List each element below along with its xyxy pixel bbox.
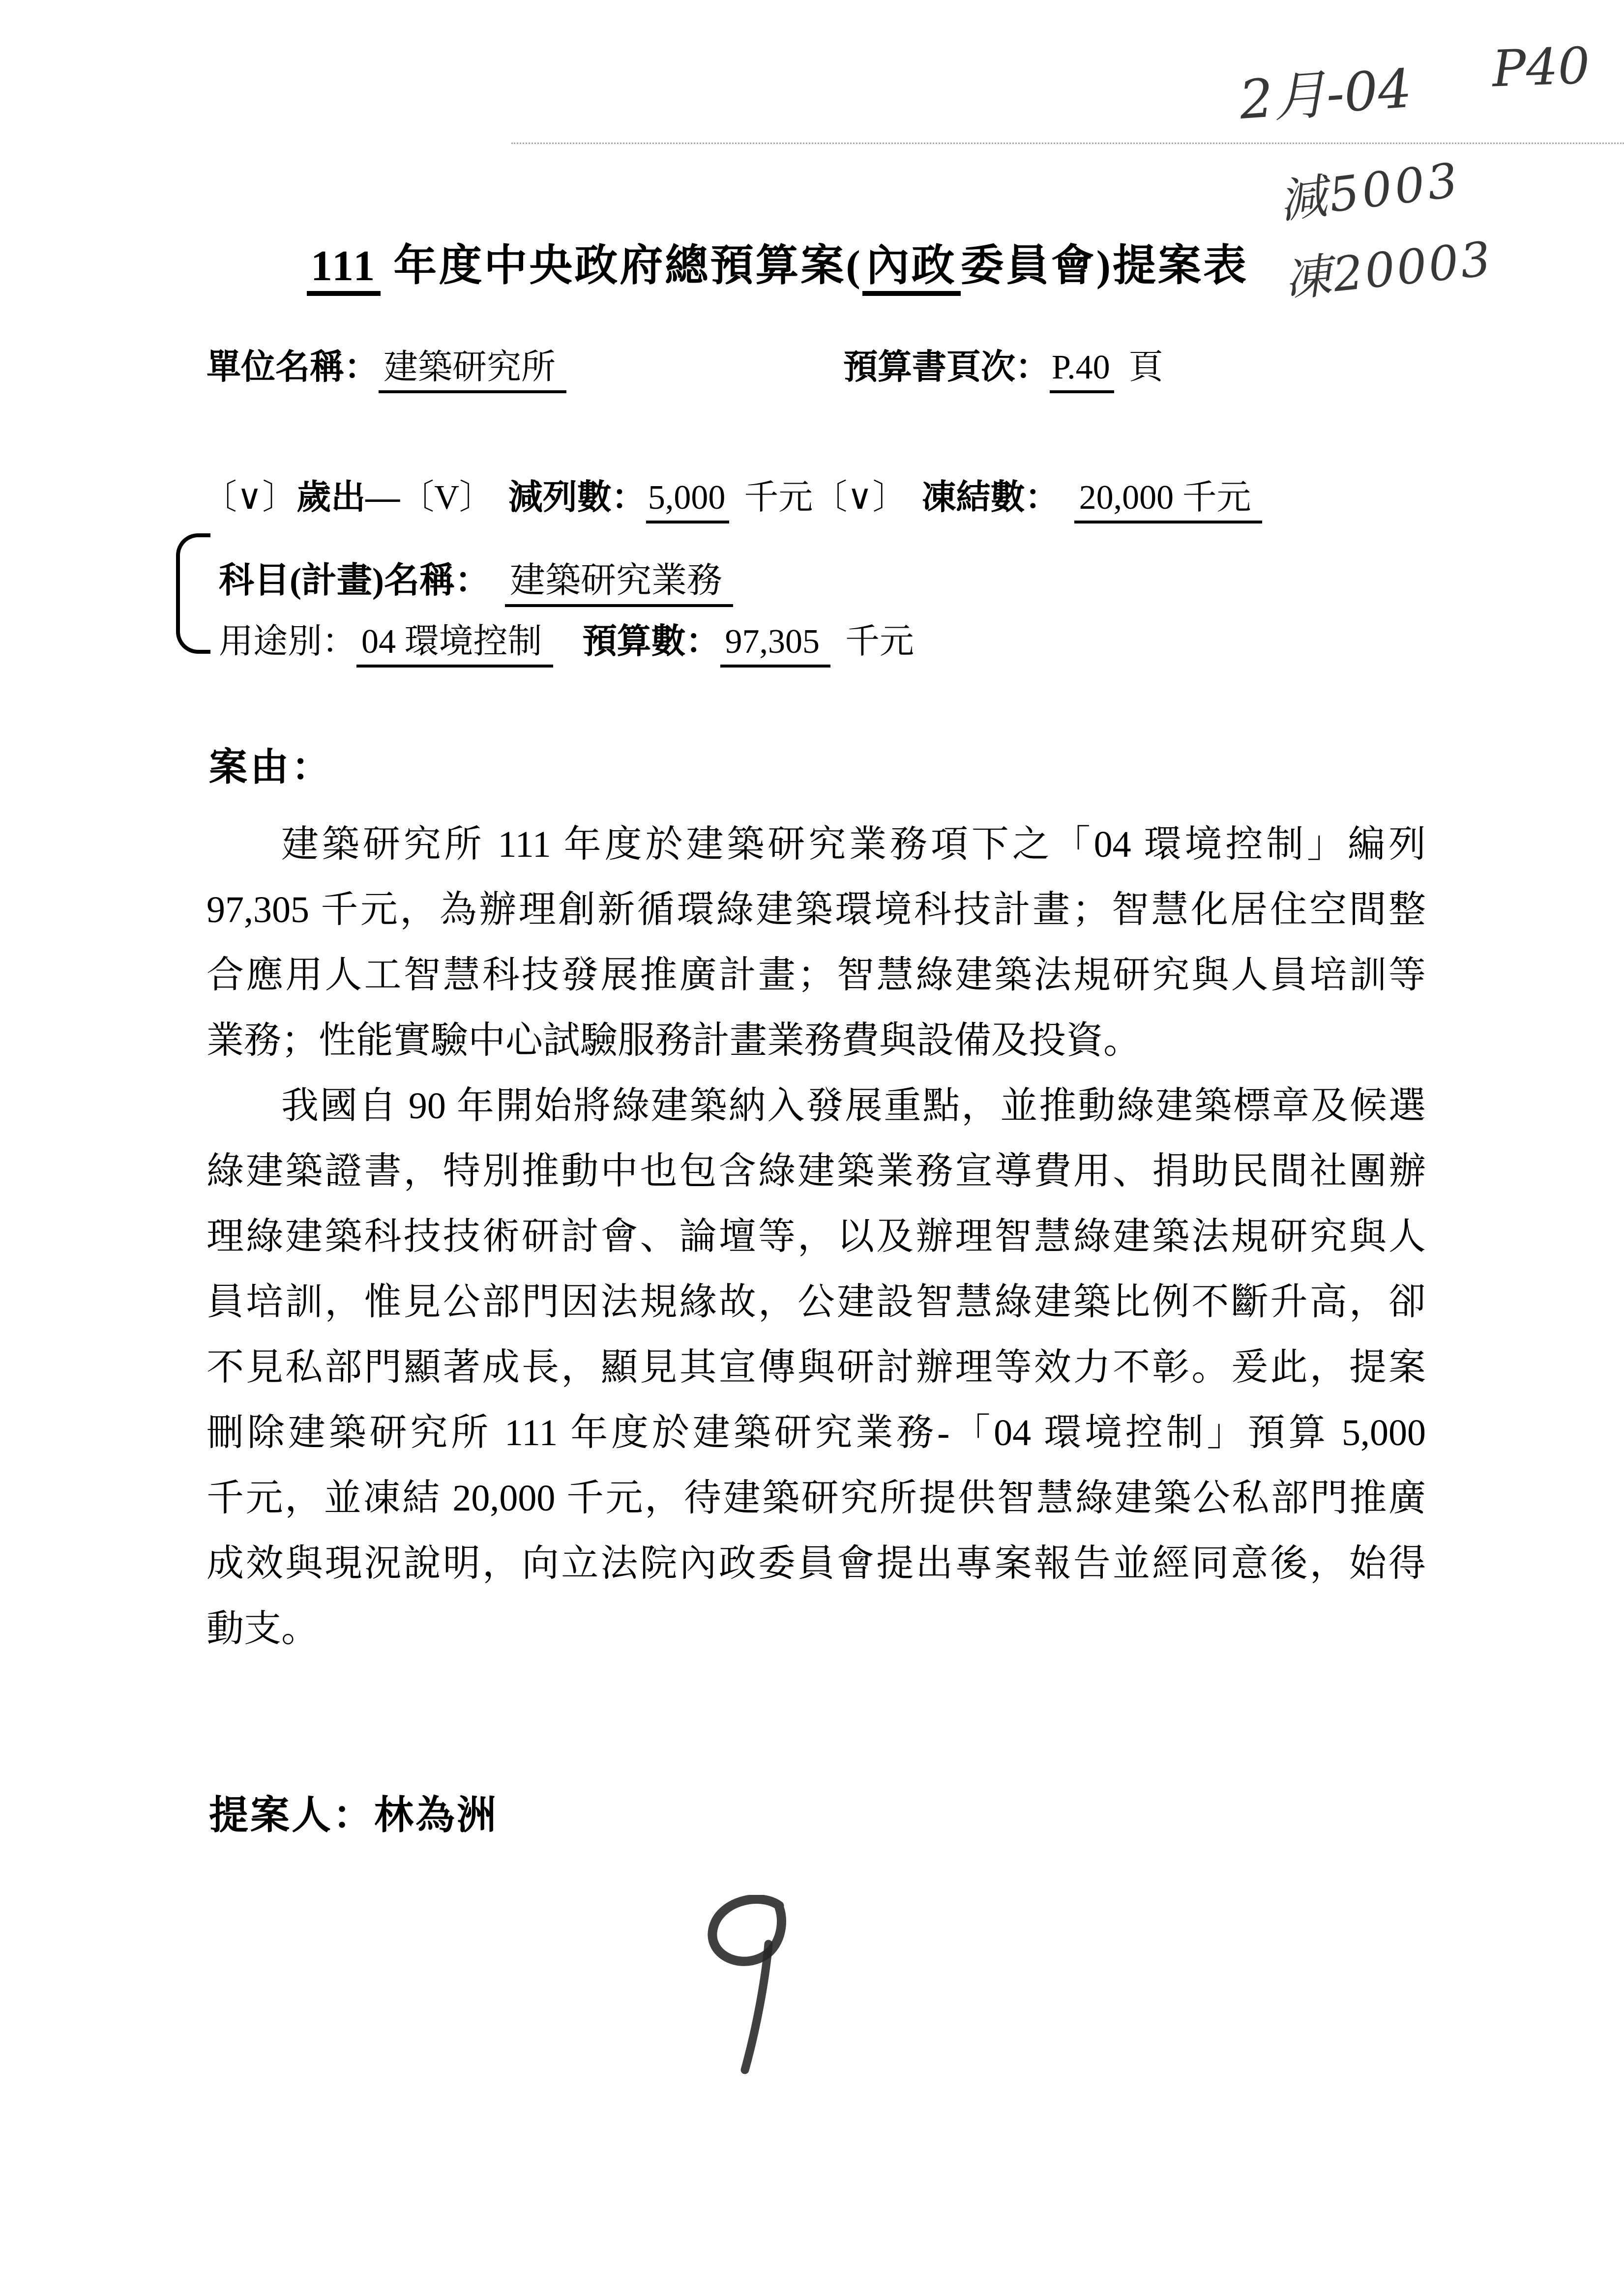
handwritten-note-date: 2月-04 bbox=[1237, 58, 1414, 132]
reduction-unit: 千元 bbox=[744, 479, 813, 517]
scan-artifact-dotted-line bbox=[511, 143, 1624, 144]
reduction-label: 減列數： bbox=[508, 479, 646, 517]
case-line: 成效與現況說明，向立法院內政委員會提出專案報告並經同意後，始得 bbox=[207, 1543, 1426, 1584]
checkbox-freeze-icon: 〔∨〕 bbox=[813, 479, 907, 517]
case-line: 綠建築證書，特別推動中也包含綠建築業務宣導費用、捐助民間社團辦 bbox=[207, 1151, 1426, 1192]
freeze-value: 20,000 千元 bbox=[1074, 479, 1262, 523]
case-line: 動支。 bbox=[207, 1608, 319, 1650]
handwritten-note-reduce: 減5003 bbox=[1276, 152, 1464, 230]
case-line: 業務；性能實驗中心試驗服務計畫業務費與設備及投資。 bbox=[207, 1020, 1141, 1061]
title-committee: 內政 bbox=[862, 242, 961, 296]
unit-name-value: 建築研究所 bbox=[379, 349, 566, 393]
unit-name-row bbox=[207, 339, 566, 389]
document-title bbox=[0, 231, 1624, 293]
expenditure-label: 歲出 bbox=[296, 479, 366, 517]
budget-page-value: P.40 bbox=[1050, 349, 1114, 393]
checkbox-line bbox=[203, 469, 1262, 519]
checkbox-reduction-icon: 〔V〕 bbox=[400, 479, 494, 517]
proposer-name: 林為洲 bbox=[374, 1794, 498, 1837]
case-line: 我國自 90 年開始將綠建築納入發展重點，並推動綠建築標章及候選 bbox=[281, 1085, 1426, 1127]
dash: — bbox=[365, 479, 400, 517]
case-line: 97,305 千元，為辦理創新循環綠建築環境科技計畫；智慧化居住空間整 bbox=[207, 889, 1426, 930]
case-line: 不見私部門顯著成長，顯見其宣傳與研討辦理等效力不彰。爰此，提案 bbox=[207, 1347, 1426, 1388]
checkbox-expenditure-icon: 〔∨〕 bbox=[203, 479, 297, 517]
case-heading: 案由： bbox=[209, 746, 333, 788]
subject-row bbox=[219, 552, 733, 603]
handwritten-note-freeze: 凍20003 bbox=[1281, 231, 1495, 308]
case-line: 員培訓，惟見公部門因法規緣故，公建設智慧綠建築比例不斷升高，卻 bbox=[207, 1281, 1426, 1323]
budget-page-label: 預算書頁次： bbox=[843, 349, 1050, 386]
budget-amount-value: 97,305 bbox=[720, 623, 831, 668]
budget-page-row bbox=[843, 339, 1163, 389]
case-line: 千元，並凍結 20,000 千元，待建築研究所提供智慧綠建築公私部門推廣 bbox=[207, 1478, 1426, 1519]
proposer-row bbox=[209, 1783, 498, 1840]
title-post: 委員會)提案表 bbox=[960, 242, 1248, 290]
proposer-label: 提案人： bbox=[209, 1794, 374, 1837]
title-pre: 年度中央政府總預算案( bbox=[381, 242, 862, 290]
handwritten-page-number bbox=[706, 1895, 809, 2092]
case-line: 刪除建築研究所 111 年度於建築研究業務-「04 環境控制」預算 5,000 bbox=[207, 1412, 1426, 1453]
reduction-value: 5,000 bbox=[646, 479, 730, 523]
budget-amount-label: 預算數： bbox=[582, 623, 720, 661]
usage-row bbox=[219, 613, 914, 663]
budget-page-suffix: 頁 bbox=[1128, 349, 1163, 386]
budget-amount-unit: 千元 bbox=[845, 623, 914, 661]
freeze-label: 凍結數： bbox=[921, 479, 1060, 517]
case-line: 合應用人工智慧科技發展推廣計畫；智慧綠建築法規研究與人員培訓等 bbox=[207, 955, 1426, 996]
case-line: 理綠建築科技技術研討會、論壇等，以及辦理智慧綠建築法規研究與人 bbox=[207, 1216, 1426, 1257]
case-line: 建築研究所 111 年度於建築研究業務項下之「04 環境控制」編列 bbox=[281, 824, 1426, 865]
usage-value: 04 環境控制 bbox=[356, 623, 553, 668]
subject-label: 科目(計畫)名稱： bbox=[219, 561, 490, 600]
handwritten-note-page: P40 bbox=[1491, 36, 1591, 99]
unit-name-label: 單位名稱： bbox=[207, 349, 379, 386]
usage-label: 用途別： bbox=[219, 623, 356, 661]
title-year: 111 bbox=[307, 242, 381, 296]
left-bracket bbox=[176, 533, 210, 654]
subject-value: 建築研究業務 bbox=[505, 561, 733, 607]
case-body bbox=[207, 812, 1426, 1662]
